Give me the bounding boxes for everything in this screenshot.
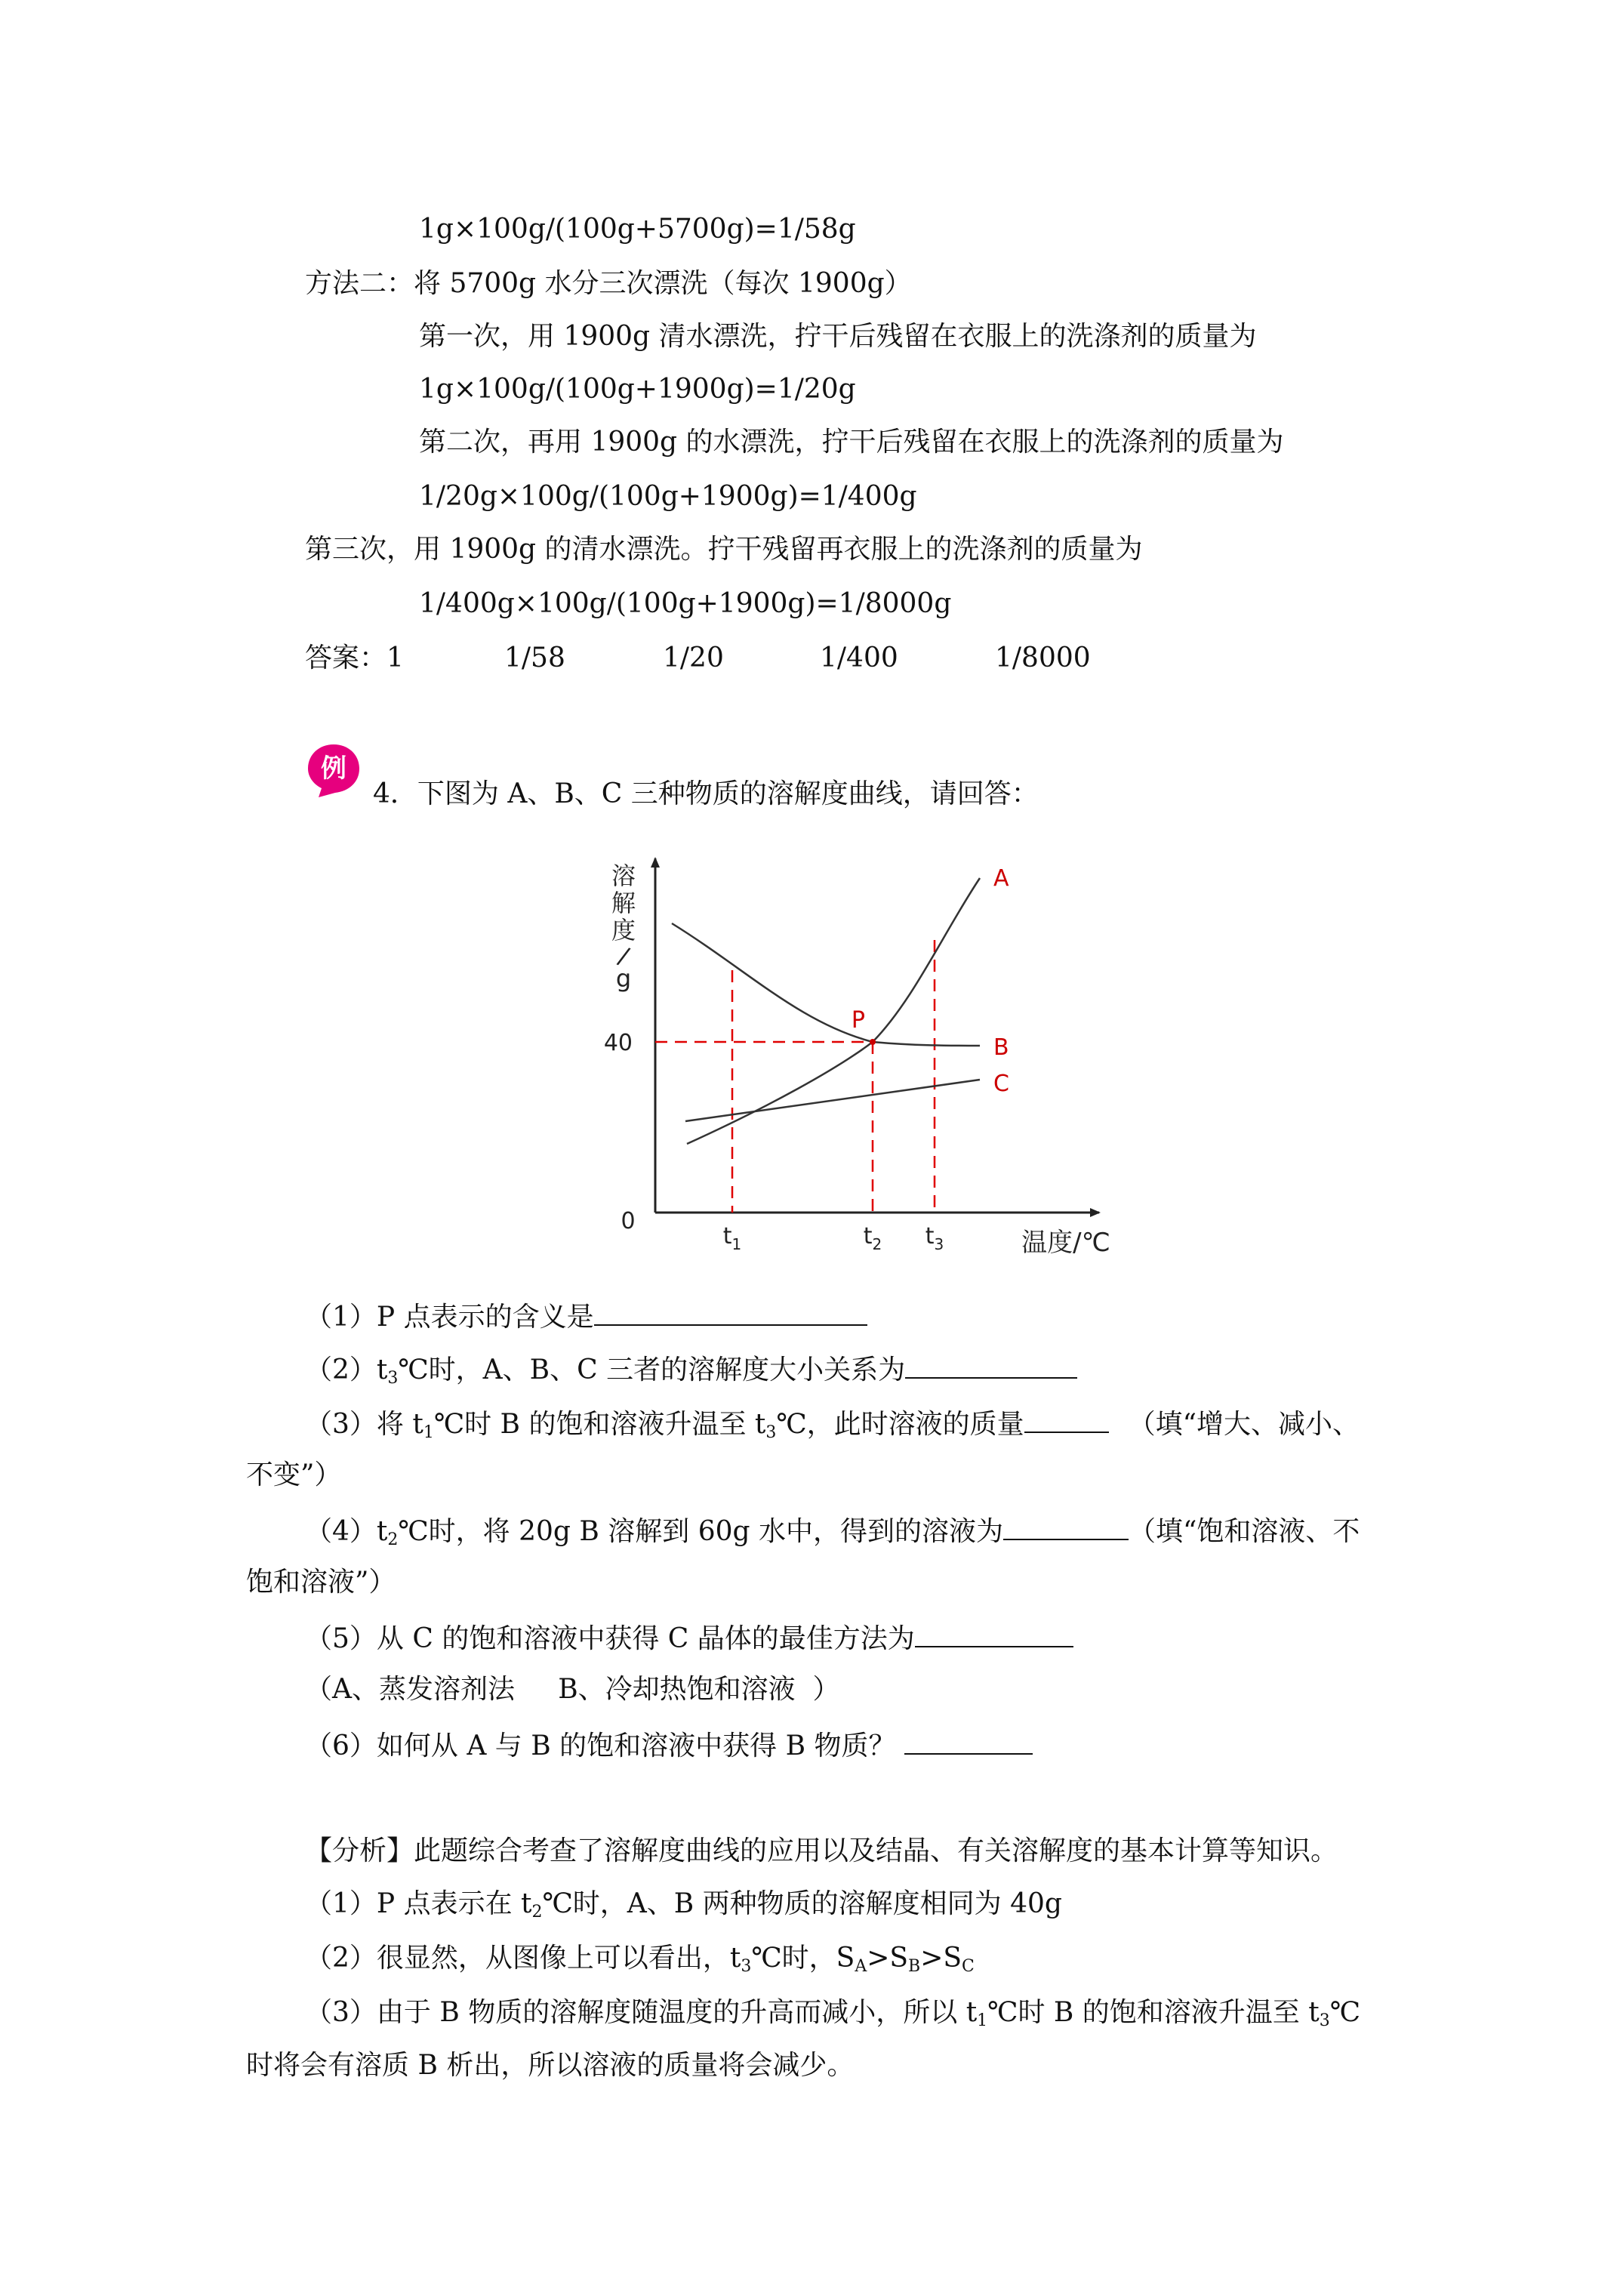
question-4	[305, 1513, 1360, 1549]
guide-lines	[655, 940, 935, 1213]
question-3-post: ℃，此时溶液的质量	[776, 1409, 1024, 1440]
analysis-2-gt-2: >S	[920, 1943, 962, 1974]
question-3-mid: ℃时 B 的饱和溶液升温至 t	[433, 1409, 766, 1440]
first-wash-result: 1g×100g/(100g+1900g)=1/20g	[419, 374, 856, 405]
question-1	[305, 1299, 867, 1334]
analysis-2-pre: （2）很显然，从图像上可以看出，t	[305, 1943, 741, 1974]
example-badge-icon	[305, 741, 362, 799]
x-tick-t2: $t_2$	[863, 1223, 882, 1253]
origin-label: 0	[621, 1208, 636, 1234]
analysis-1-sub: 2	[531, 1903, 543, 1922]
first-wash-text: 第一次，用 1900g 清水漂洗，拧干后残留在衣服上的洗涤剂的质量为	[419, 321, 1257, 352]
question-1-text: （1）P 点表示的含义是	[305, 1302, 594, 1333]
question-4-continued: 饱和溶液”）	[246, 1567, 396, 1598]
answer-blank-6[interactable]	[904, 1727, 1033, 1755]
question-6-text: （6）如何从 A 与 B 的饱和溶液中获得 B 物质？	[305, 1730, 896, 1761]
example-question: 4．下图为 A、B、C 三种物质的溶解度曲线，请回答：	[373, 778, 1039, 809]
analysis-3	[305, 1996, 1360, 2029]
second-wash-text: 第二次，再用 1900g 的水漂洗，拧干后残留在衣服上的洗涤剂的质量为	[419, 427, 1284, 458]
analysis-2-sub: 3	[741, 1957, 752, 1976]
third-wash-result: 1/400g×100g/(100g+1900g)=1/8000g	[419, 588, 952, 619]
question-2-post: ℃时，A、B、C 三者的溶解度大小关系为	[398, 1354, 906, 1385]
point-p-marker	[870, 1039, 876, 1045]
analysis-2	[305, 1942, 975, 1975]
question-5-options: （A、蒸发溶剂法 B、冷却热饱和溶液 ）	[305, 1674, 840, 1705]
analysis-3-continued: 时将会有溶质 B 析出，所以溶液的质量将会减少。	[246, 2050, 855, 2081]
answer-blank-3[interactable]	[1024, 1406, 1109, 1433]
analysis-1	[305, 1888, 1062, 1921]
question-6	[305, 1727, 1033, 1763]
second-wash-result: 1/20g×100g/(100g+1900g)=1/400g	[419, 481, 917, 512]
analysis-2-sub-b: B	[908, 1957, 921, 1976]
question-3	[305, 1406, 1360, 1441]
series-label-a: A	[993, 865, 1009, 892]
question-4-sub: 2	[387, 1530, 399, 1549]
question-4-pre: （4）t	[305, 1516, 388, 1547]
analysis-3-mid: ℃时 B 的饱和溶液升温至 t	[987, 1997, 1320, 2028]
analysis-3-sub-1: 1	[977, 2011, 988, 2030]
answer-value-1: 1/58	[504, 643, 565, 673]
y-axis-label-char-2: 解	[611, 889, 636, 917]
answer-blank-2[interactable]	[905, 1351, 1077, 1379]
answer-value-3: 1/400	[820, 643, 898, 673]
series-label-b: B	[993, 1034, 1009, 1061]
question-3-sub-1: 1	[423, 1423, 434, 1442]
analysis-3-sub-2: 3	[1319, 2011, 1330, 2030]
y-axis-label-char-5: g	[615, 964, 632, 993]
answer-blank-5[interactable]	[915, 1620, 1073, 1647]
question-3-hint: （填“增大、减小、	[1128, 1409, 1360, 1440]
y-axis-label-char-4: /	[614, 941, 633, 971]
analysis-1-post: ℃时，A、B 两种物质的溶解度相同为 40g	[542, 1888, 1062, 1919]
y-axis-label-char-1: 溶	[611, 861, 636, 890]
question-3-continued: 不变”）	[246, 1459, 342, 1490]
question-3-pre: （3）将 t	[305, 1409, 423, 1440]
curve-c	[685, 1080, 980, 1121]
analysis-3-pre: （3）由于 B 物质的溶解度随温度的升高而减小，所以 t	[305, 1997, 978, 2028]
analysis-title: 【分析】此题综合考查了溶解度曲线的应用以及结晶、有关溶解度的基本计算等知识。	[305, 1835, 1338, 1866]
answer-blank-1[interactable]	[594, 1299, 867, 1326]
analysis-2-sub-a: A	[855, 1957, 867, 1976]
answer-value-2: 1/20	[663, 643, 724, 673]
analysis-1-pre: （1）P 点表示在 t	[305, 1888, 532, 1919]
y-axis-label-char-3: 度	[611, 916, 636, 945]
question-4-post: ℃时，将 20g B 溶解到 60g 水中，得到的溶液为	[398, 1516, 1004, 1547]
series-label-c: C	[993, 1071, 1009, 1097]
question-2	[305, 1351, 1077, 1387]
method1-result: 1g×100g/(100g+5700g)=1/58g	[419, 214, 856, 245]
analysis-3-post: ℃	[1329, 1997, 1360, 2028]
question-2-pre: （2）t	[305, 1354, 388, 1385]
answer-label: 答案：1	[305, 643, 404, 673]
analysis-2-gt-1: >S	[867, 1943, 909, 1974]
question-4-hint: （填“饱和溶液、不	[1129, 1516, 1360, 1547]
y-tick-40: 40	[603, 1030, 633, 1056]
solubility-chart	[596, 842, 1193, 1265]
question-2-sub: 3	[387, 1369, 399, 1388]
question-5	[305, 1620, 1073, 1656]
example-badge-label: 例	[321, 754, 346, 784]
answer-blank-4[interactable]	[1003, 1513, 1129, 1540]
curve-a	[687, 878, 980, 1144]
method2-title: 方法二：将 5700g 水分三次漂洗（每次 1900g）	[305, 268, 912, 299]
analysis-2-sub-c: C	[962, 1957, 975, 1976]
third-wash-text: 第三次，用 1900g 的清水漂洗。拧干残留再衣服上的洗涤剂的质量为	[305, 534, 1143, 565]
question-5-text: （5）从 C 的饱和溶液中获得 C 晶体的最佳方法为	[305, 1623, 915, 1654]
x-axis-label: 温度/℃	[1021, 1228, 1110, 1258]
answer-value-4: 1/8000	[995, 643, 1091, 673]
analysis-2-mid: ℃时，S	[751, 1943, 855, 1974]
x-tick-t1: $t_1$	[722, 1223, 742, 1253]
point-label-p: P	[851, 1007, 865, 1034]
question-3-sub-2: 3	[765, 1423, 777, 1442]
x-tick-t3: $t_3$	[925, 1223, 944, 1253]
